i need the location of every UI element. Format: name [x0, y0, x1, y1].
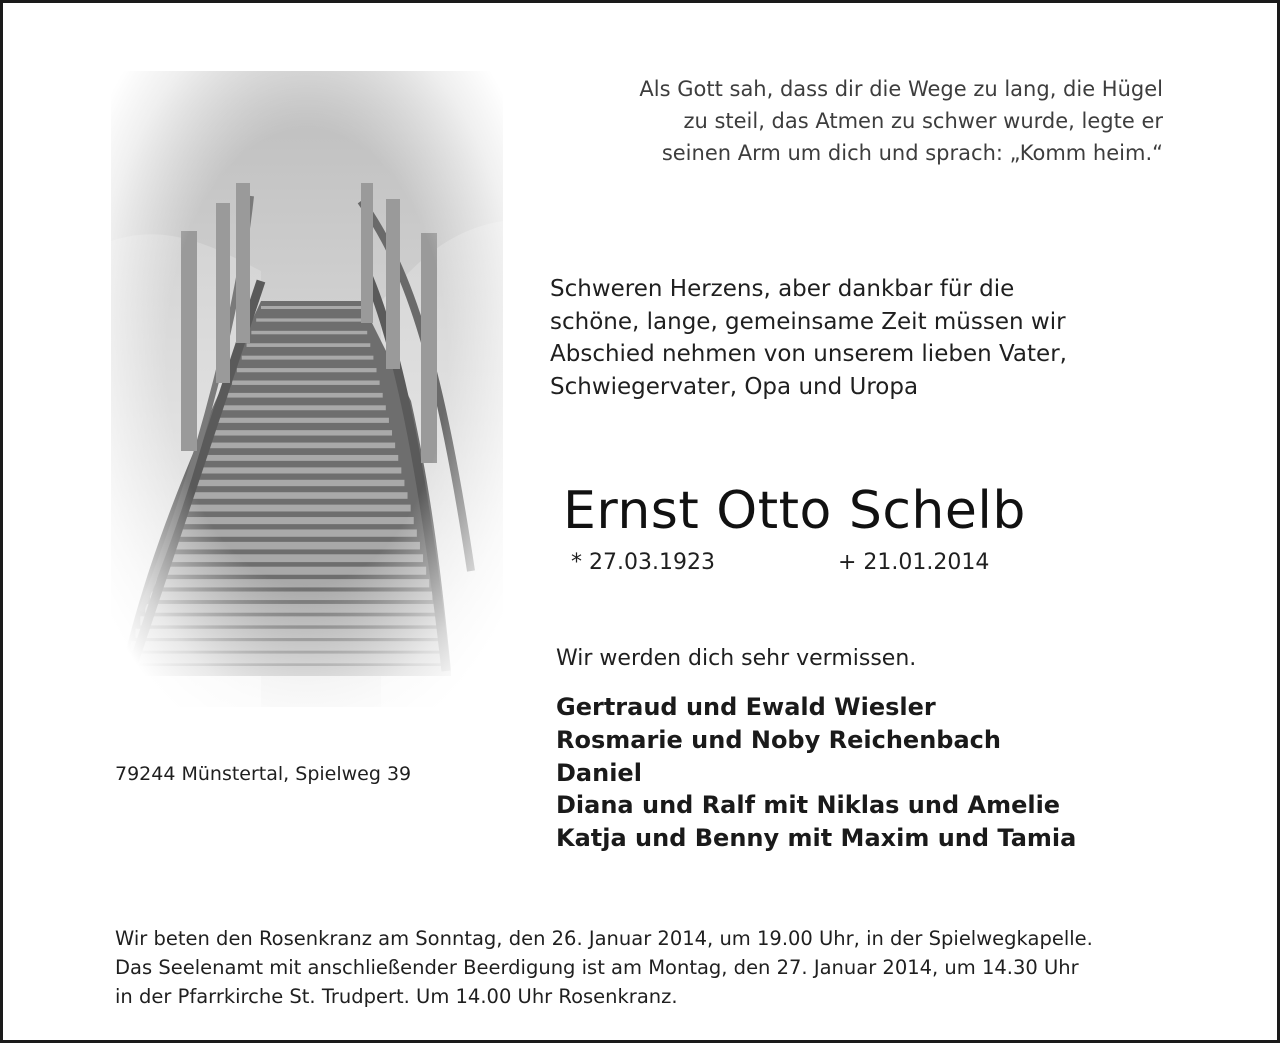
- mourner-entry: Gertraud und Ewald Wiesler: [556, 693, 936, 721]
- mourner-entry: Daniel: [556, 758, 642, 787]
- quote-line: Als Gott sah, dass dir die Wege zu lang, die Hügel: [639, 77, 1163, 101]
- deceased-name: Ernst Otto Schelb: [563, 481, 1026, 541]
- intro-line: Schweren Herzens, aber dankbar für die: [550, 276, 1015, 302]
- service-line: in der Pfarrkirche St. Trudpert. Um 14.00 Uhr Rosenkranz.: [115, 985, 678, 1008]
- quote-line: zu steil, das Atmen zu schwer wurde, legte er: [683, 109, 1163, 133]
- intro-line: Schwiegervater, Opa und Uropa: [550, 373, 919, 400]
- intro-line: schöne, lange, gemeinsame Zeit müssen wir: [550, 308, 1066, 335]
- stairway-photo: [111, 71, 503, 707]
- mourner-entry: Rosmarie und Noby Reichenbach: [556, 725, 1001, 754]
- quote-block: [563, 73, 1163, 169]
- mourner-entry: Katja und Benny mit Maxim und Tamia: [556, 824, 1077, 853]
- mourner-entry: Diana und Ralf mit Niklas und Amelie: [556, 791, 1061, 820]
- address: 79244 Münstertal, Spielweg 39: [115, 763, 412, 785]
- miss-text: Wir werden dich sehr vermissen.: [556, 646, 917, 671]
- mourners-list: [556, 691, 1076, 855]
- birth-date: * 27.03.1923: [571, 550, 715, 575]
- service-info: [115, 924, 1093, 1011]
- service-line: Das Seelenamt mit anschließender Beerdigung ist am Montag, den 27. Januar 2014, um 14.30 Uhr: [115, 956, 1079, 979]
- service-line: Wir beten den Rosenkranz am Sonntag, den 26. Januar 2014, um 19.00 Uhr, in der Spielwegkapelle.: [115, 927, 1093, 950]
- intro-text: [550, 273, 1067, 403]
- intro-line: Abschied nehmen von unserem lieben Vater,: [550, 341, 1067, 367]
- death-date: + 21.01.2014: [838, 550, 990, 575]
- quote-line: seinen Arm um dich und sprach: „Komm heim.“: [661, 141, 1163, 165]
